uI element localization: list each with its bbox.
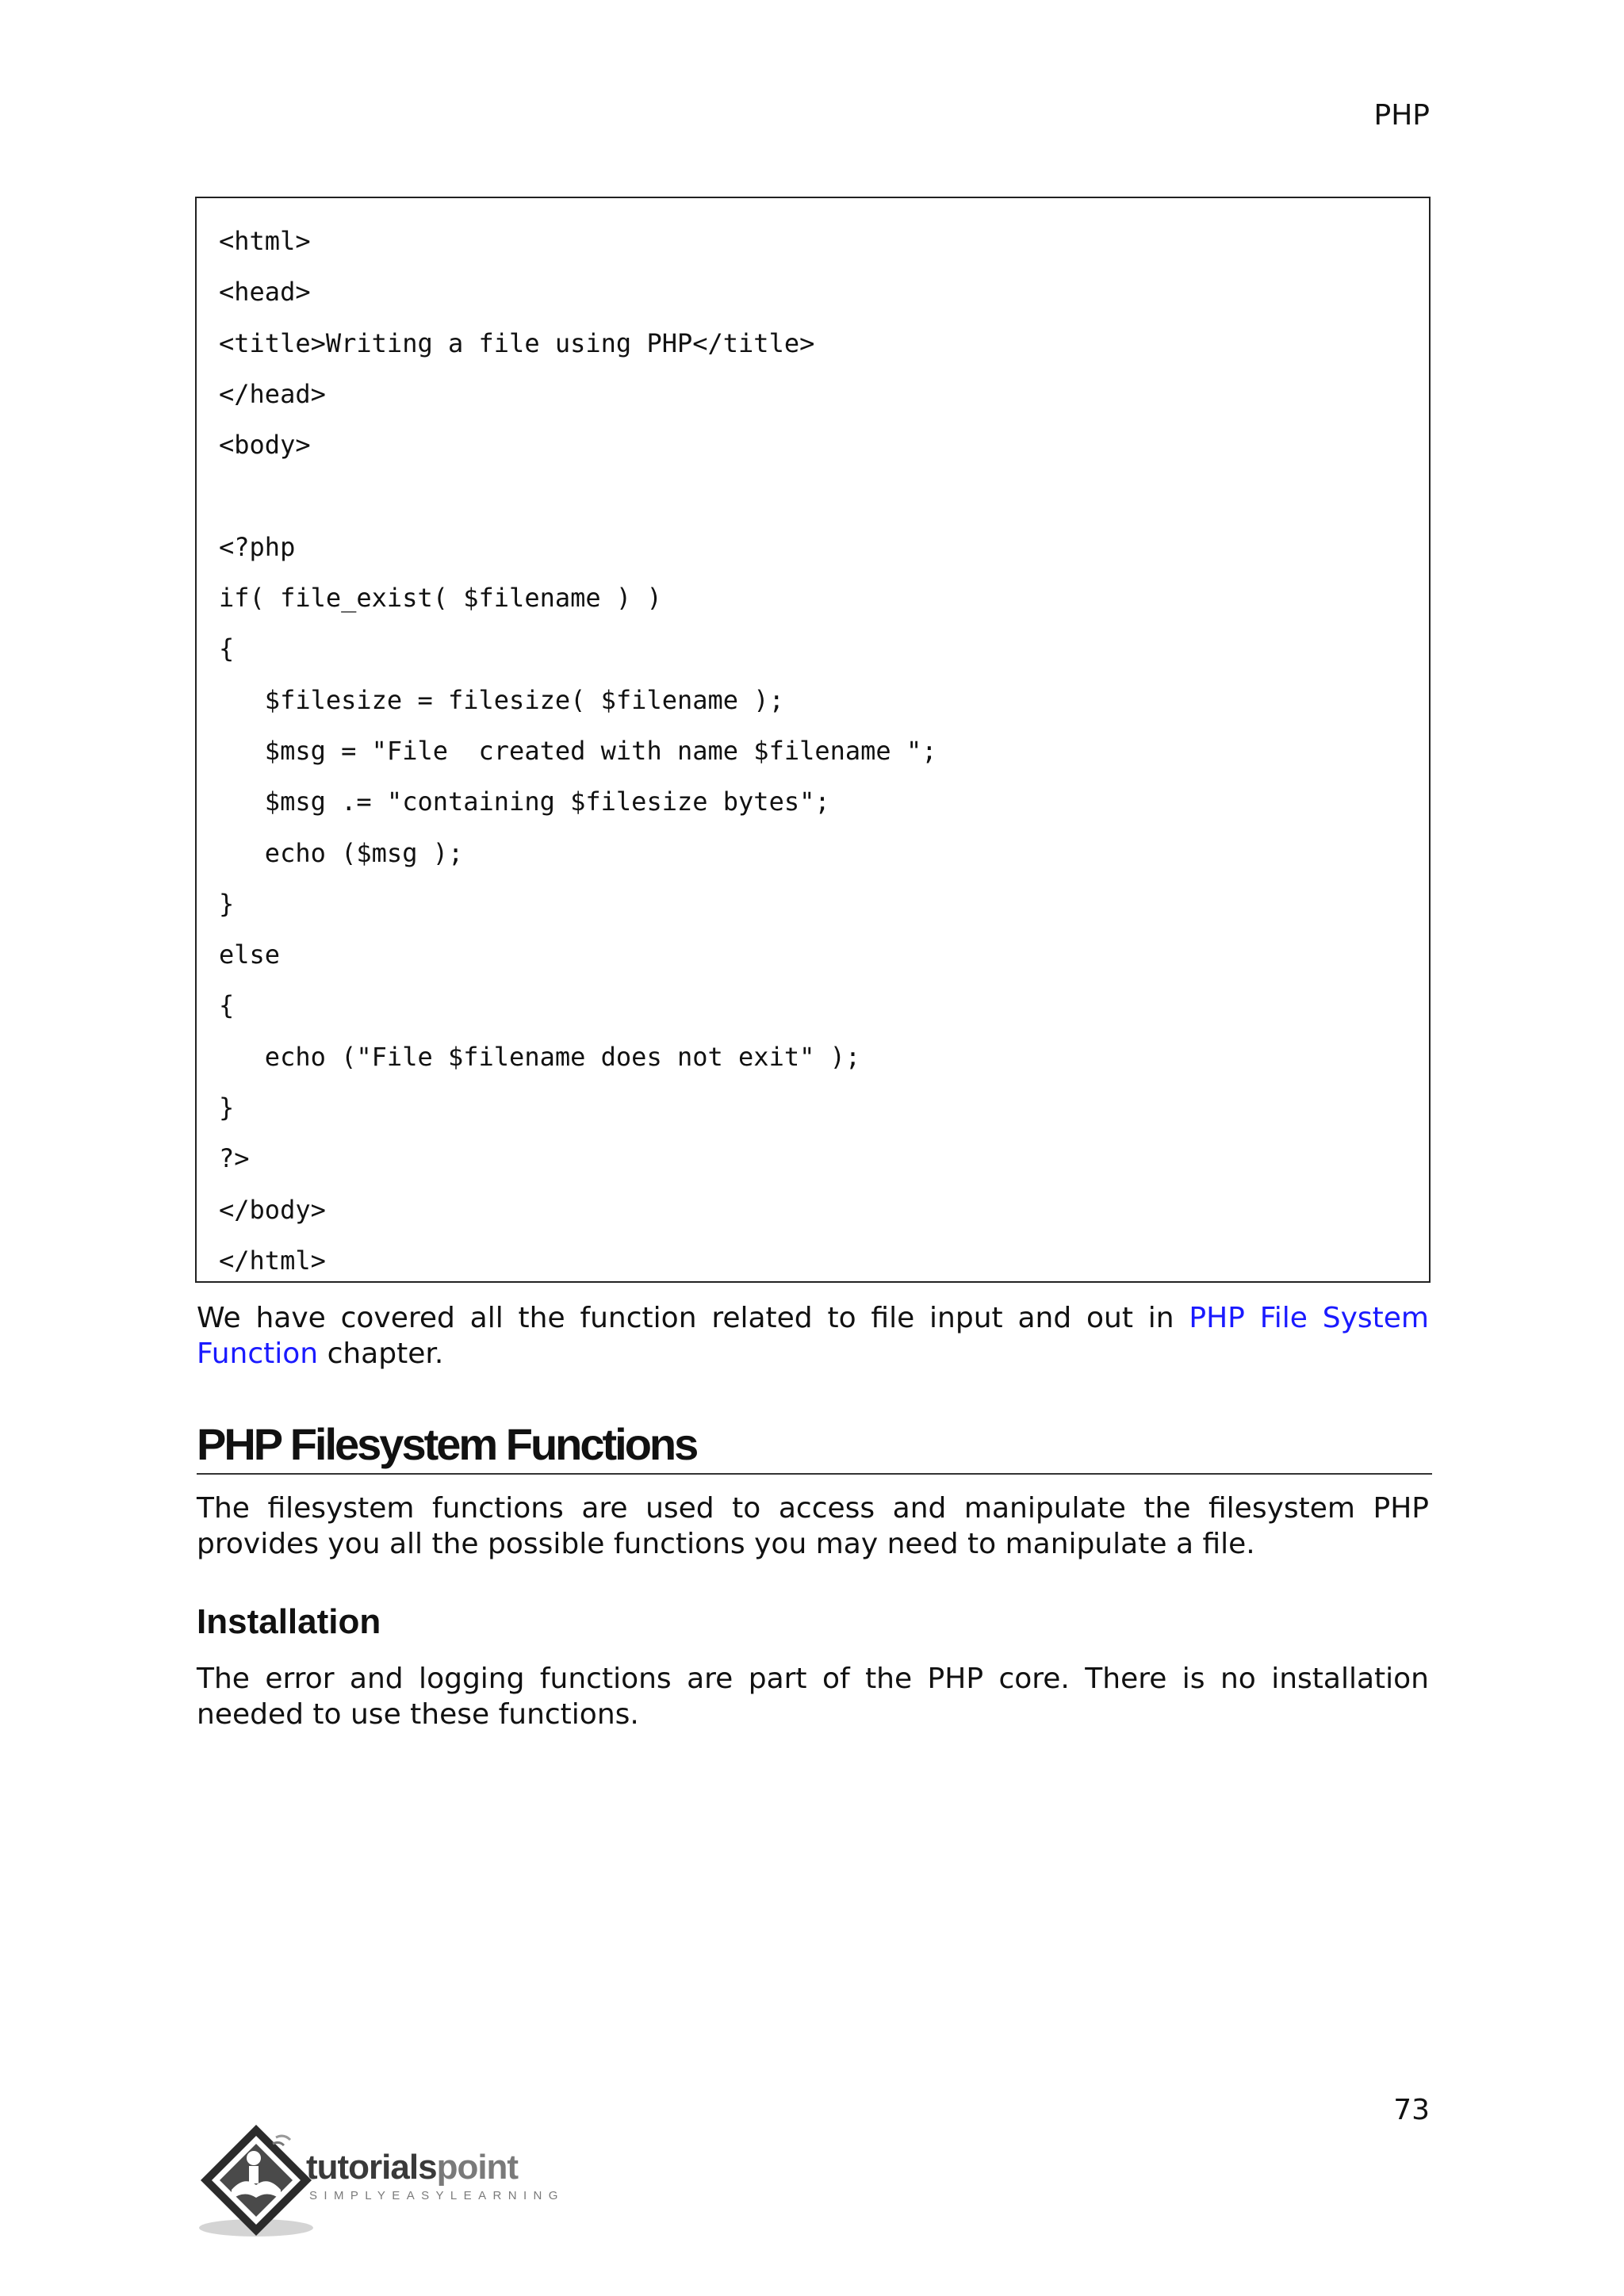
logo-wordmark-primary: tutorials	[306, 2148, 437, 2187]
code-line: $msg .= "containing $filesize bytes";	[219, 786, 830, 817]
code-line: <body>	[219, 430, 311, 461]
paragraph-file-functions	[197, 1300, 1429, 1372]
code-line: {	[219, 633, 235, 664]
code-line: <html>	[219, 226, 311, 256]
php-file-system-function-link[interactable]: PHP File System Function	[197, 1302, 1430, 1370]
code-line: ?>	[219, 1143, 250, 1174]
paragraph-text: chapter.	[318, 1337, 444, 1370]
section-intro: The filesystem functions are used to access and manipulate the filesystem PHP provides you all the possible functions you may need to manipulate a file.	[197, 1492, 1429, 1560]
code-line: $filesize = filesize( $filename );	[219, 684, 784, 715]
code-block	[195, 197, 1431, 1283]
reading-person-diamond-icon	[197, 2117, 609, 2244]
code-line: <?php	[219, 531, 296, 562]
code-line: $msg = "File created with name $filename ";	[219, 735, 937, 766]
running-header: PHP	[1373, 99, 1430, 132]
code-line: }	[219, 888, 235, 919]
code-line: <head>	[219, 277, 311, 308]
logo-wordmark-secondary: point	[436, 2148, 519, 2187]
code-line: }	[219, 1093, 235, 1123]
code-line: if( file_exist( $filename ) )	[219, 583, 662, 614]
code-line: <title>Writing a file using PHP</title>	[219, 327, 815, 358]
subsection-heading: Installation	[197, 1602, 381, 1641]
code-line-blank	[219, 470, 1407, 521]
installation-text: The error and logging functions are part of the PHP core. There is no installation needed to use these functions.	[197, 1663, 1429, 1731]
code-line: </head>	[219, 378, 326, 409]
page-number: 73	[1393, 2094, 1430, 2126]
code-line: </body>	[219, 1194, 326, 1225]
code-line: {	[219, 990, 235, 1021]
code-line: else	[219, 939, 281, 970]
tutorialspoint-logo	[197, 2117, 609, 2244]
section-heading: PHP Filesystem Functions	[197, 1419, 1432, 1475]
paragraph-text: We have covered all the function related to file input and out in	[197, 1302, 1189, 1334]
code-line: echo ($msg );	[219, 837, 464, 868]
code-line: echo ("File $filename does not exit" );	[219, 1041, 861, 1072]
logo-tagline: SIMPLYEASYLEARNING	[309, 2189, 565, 2202]
code-line: </html>	[219, 1245, 326, 1276]
svg-text:tutorialspoint	[306, 2148, 519, 2187]
